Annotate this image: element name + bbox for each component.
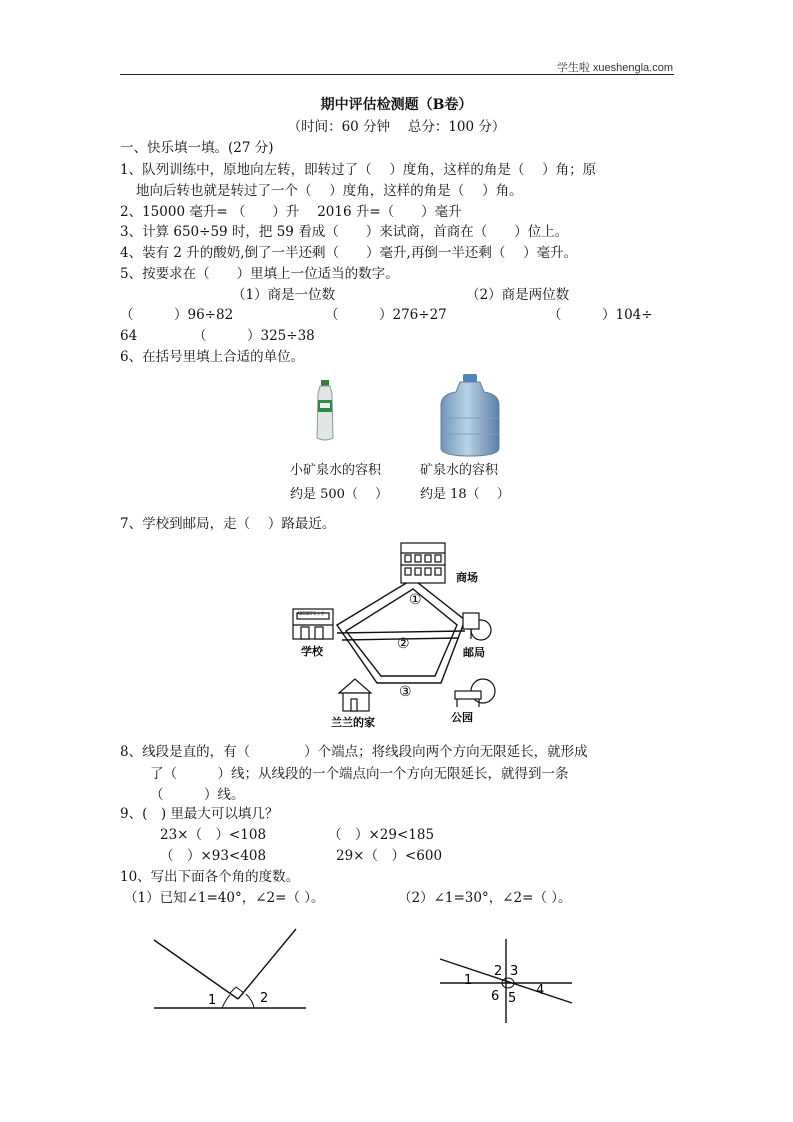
- post-office-building: [463, 613, 491, 640]
- q9-c: （ ）×93<408: [160, 848, 267, 864]
- q5-head2: （2）商是两位数: [466, 287, 570, 303]
- q5-row1-a: （ ）96÷82: [120, 307, 234, 323]
- q6-left-caption: 小矿泉水的容积: [290, 463, 382, 478]
- q10-stem: 10、写出下面各个角的度数。: [120, 869, 300, 885]
- q6-right-value: 约是 18（ ）: [420, 487, 510, 502]
- route-map: [275, 535, 505, 735]
- angle-figure-1: [150, 925, 310, 1015]
- q2: 2、15000 毫升= （ ）升 2016 升=（ ）毫升: [120, 204, 462, 220]
- q5-row2-a: 64: [120, 328, 138, 344]
- q6-right-caption: 矿泉水的容积: [420, 463, 499, 478]
- q1-line1: 1、队列训练中，原地向左转，即转过了（ ）度角，这样的角是（ ）角；原: [120, 162, 597, 178]
- q6-left-value: 约是 500（ ）: [290, 487, 389, 502]
- q1-line2: 地向后转也就是转过了一个（ ）度角，这样的角是（ ）角。: [136, 183, 523, 199]
- q5-row2-b: （ ）325÷38: [193, 328, 315, 344]
- angle-figure-2: [436, 937, 576, 1025]
- q7-stem: 7、学校到邮局，走（ ）路最近。: [120, 516, 336, 532]
- park-bench: [455, 679, 495, 707]
- home-building: [339, 679, 371, 711]
- fig2-label-6: 6: [491, 989, 500, 1004]
- map-label-post: 邮局: [463, 646, 485, 659]
- header-divider: [120, 74, 674, 75]
- fig2-label-4: 4: [536, 983, 545, 998]
- q8-line1: 8、线段是直的，有（ ）个端点；将线段向两个方向无限延长，就形成: [120, 744, 588, 760]
- section1-heading: 一、快乐填一填。(27 分): [120, 140, 274, 156]
- map-label-park: 公园: [451, 711, 473, 724]
- fig1-label-2: 2: [260, 991, 269, 1006]
- q9-stem: 9、( ) 里最大可以填几？: [120, 806, 279, 822]
- q5-stem: 5、按要求在（ ）里填上一位适当的数字。: [120, 266, 399, 282]
- map-label-mall: 商场: [456, 571, 478, 584]
- map-route-1: ①: [409, 592, 422, 608]
- fig2-label-5: 5: [508, 991, 517, 1006]
- q5-head1: （1）商是一位数: [232, 287, 336, 303]
- map-route-3: ③: [399, 684, 412, 700]
- fig2-label-3: 3: [510, 964, 519, 979]
- fig2-label-2: 2: [494, 964, 503, 979]
- q5-row1-c: （ ）104÷: [548, 307, 653, 323]
- map-school-sign: ABCDEFG小学: [297, 611, 325, 616]
- q9-a: 23×（ ）<108: [160, 827, 267, 843]
- q6-stem: 6、在括号里填上合适的单位。: [120, 349, 305, 365]
- map-label-home: 兰兰的家: [331, 716, 375, 729]
- q4: 4、装有 2 升的酸奶,倒了一半还剩（ ）毫升,再倒一半还剩（ ）毫升。: [120, 245, 578, 261]
- small-water-bottle-image: [310, 380, 340, 442]
- page-title: 期中评估检测题（B卷）: [320, 97, 473, 113]
- header-site: 学生啦 xueshengla.com: [556, 62, 673, 74]
- q8-line2: 了（ ）线；从线段的一个端点向一个方向无限延长，就得到一条: [150, 766, 569, 782]
- q9-b: （ ）×29<185: [328, 827, 435, 843]
- map-route-2: ②: [397, 636, 410, 652]
- fig1-label-1: 1: [208, 993, 217, 1008]
- mall-building: [401, 543, 445, 583]
- page-subtitle: （时间：60 分钟 总分：100 分）: [287, 119, 506, 135]
- fig2-label-1: 1: [464, 973, 473, 988]
- q10-part1: （1）已知∠1=40°，∠2=（ ）。: [124, 890, 325, 906]
- q3: 3、计算 650÷59 时，把 59 看成（ ）来试商，首商在（ ）位上。: [120, 224, 569, 240]
- map-label-school: 学校: [301, 645, 323, 658]
- q9-d: 29×（ ）<600: [336, 848, 443, 864]
- q5-row1-b: （ ）276÷27: [325, 307, 447, 323]
- large-water-jug-image: [438, 372, 502, 458]
- q8-line3: （ ）线。: [150, 787, 245, 803]
- q10-part2: （2）∠1=30°，∠2=（ ）。: [398, 890, 572, 906]
